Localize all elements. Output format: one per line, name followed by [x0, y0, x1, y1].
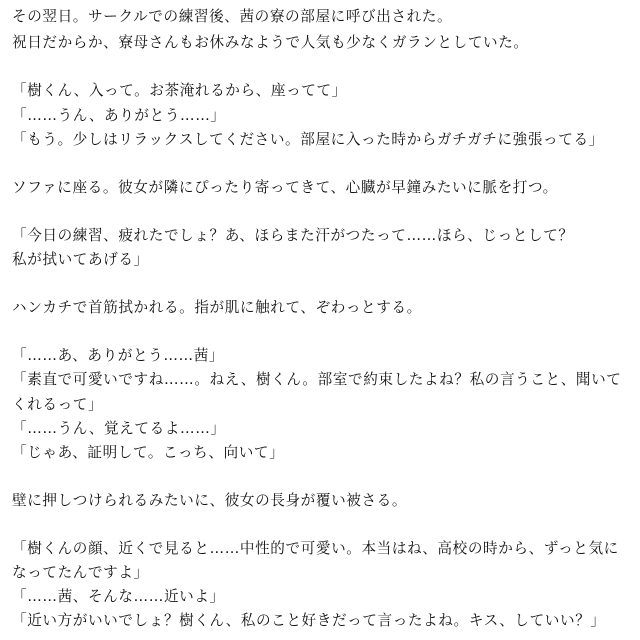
- paragraph-line: 祝日だからか、寮母さんもお休みなようで人気も少なくガランとしていた。: [12, 34, 529, 51]
- paragraph-line: その翌日。サークルでの練習後、茜の寮の部屋に呼び出された。: [12, 8, 453, 25]
- dialogue-line: 「樹くんの顔、近くで見ると……中性的で可愛い。本当はね、高校の時から、ずっと気に: [12, 540, 619, 557]
- dialogue-line: 「樹くん、入って。お茶淹れるから、座ってて」: [12, 82, 347, 99]
- paragraph-line: 壁に押しつけられるみたいに、彼女の長身が覆い被さる。: [12, 492, 408, 509]
- dialogue-line: 「……茜、そんな……近いよ」: [12, 588, 225, 605]
- dialogue-line: 「……うん、ありがとう……」: [12, 107, 226, 124]
- dialogue-line: 「じゃあ、証明して。こっち、向いて」: [12, 444, 285, 461]
- dialogue-line: 「今日の練習、疲れたでしょ？あ、ほらまた汗がつたって……ほら、じっとして？: [12, 227, 574, 244]
- dialogue-line: 「……あ、ありがとう……茜」: [12, 347, 225, 364]
- dialogue-line: 「近い方がいいでしょ？樹くん、私のこと好きだって言ったよね。キス、していい？」: [12, 612, 606, 629]
- dialogue-line: くれるって」: [12, 396, 104, 413]
- dialogue-line: なってたんですよ」: [12, 564, 149, 581]
- paragraph-line: ハンカチで首筋拭かれる。指が肌に触れて、ぞわっとする。: [12, 299, 422, 316]
- dialogue-line: 私が拭いてあげる」: [12, 251, 149, 268]
- paragraph-line: ソファに座る。彼女が隣にぴったり寄ってきて、心臓が早鐘みたいに脈を打つ。: [12, 179, 558, 196]
- dialogue-line: 「……うん、覚えてるよ……」: [12, 420, 226, 437]
- dialogue-line: 「もう。少しはリラックスしてください。部屋に入った時からガチガチに強張ってる」: [12, 131, 604, 148]
- dialogue-line: 「素直で可愛いですね……。ねえ、樹くん。部室で約束したよね？私の言うこと、聞いて: [12, 371, 622, 388]
